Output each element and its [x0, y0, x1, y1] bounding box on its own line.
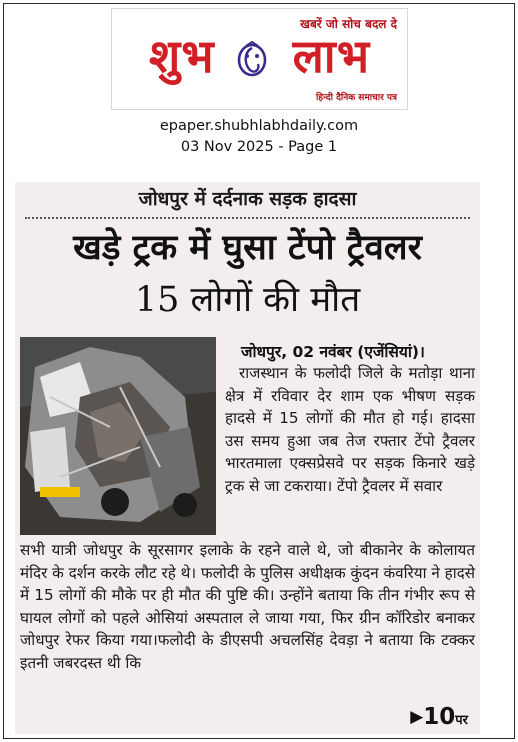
masthead — [111, 8, 408, 110]
headline-line-1: खड़े ट्रक में घुसा टेंपो ट्रैवलर — [73, 228, 422, 268]
logo-word-1: शुभ — [148, 29, 215, 83]
masthead-tagline: खबरें जो सोच बदल दे — [300, 17, 397, 31]
article-body-full: सभी यात्री जोधपुर के सूरसागर इलाके के रहने वाले थे, जो बीकानेर के कोलायत मंदिर के दर्शन करके लौट रहे थे। फलोदी के पुलिस अधीक्षक कुंदन कंवरिया ने हादसे में 15 लोगों की मौके पर ही मौत की पुष्टि की। उन्होंने बताया कि तीन गंभीर रूप से घायल लोगों को पहले ओसियां अस्पताल ले जाया गया, फिर ग्रीन कॉरिडोर बनाकर जोधपुर रेफर किया गया।फलोदी के डीएसपी अचलसिंह देवड़ा ने बताया कि टक्कर इतनी जबरदस्त थी कि — [20, 541, 475, 672]
accident-photo-graphic — [20, 337, 216, 535]
continue-arrow-icon: ▶ — [410, 707, 424, 727]
news-clipping — [15, 182, 480, 734]
ganesh-emblem-icon — [234, 40, 270, 80]
epaper-url[interactable]: epaper.shubhlabhdaily.com — [159, 118, 359, 134]
logo-word-2: लाभ — [292, 29, 371, 83]
article-body-column: राजस्थान के फलोदी जिले के मतोड़ा थाना क्षेत्र में रविवार देर शाम एक भीषण सड़क हादसे में 15 लोगों की मौत हो गई। हादसा उस समय हुआ जब तेज रफ्तार टेंपो ट्रैवलर भारतमाला एक्सप्रेसवे पर सड़क किनारे खड़े ट्रक से जा टकराया। टेंपो ट्रैवलर में सवार — [225, 364, 475, 495]
article-kicker: जोधपुर में दर्दनाक सड़क हादसा — [138, 188, 357, 210]
continued-on-page[interactable] — [410, 704, 468, 730]
wrecked-vehicle-photo — [20, 337, 216, 535]
continued-page-number: 10 — [423, 704, 456, 730]
masthead-subtag: हिन्दी दैनिक समाचार पत्र — [315, 93, 397, 103]
continued-suffix: पर — [455, 713, 468, 728]
edition-date: 03 Nov 2025 - Page 1 — [180, 139, 338, 155]
article-dateline: जोधपुर, 02 नवंबर (एजेंसियां)। — [241, 343, 425, 361]
newspaper-logo — [112, 29, 407, 83]
kicker-divider — [25, 217, 470, 219]
headline-line-2: 15 लोगों की मौत — [134, 280, 361, 320]
